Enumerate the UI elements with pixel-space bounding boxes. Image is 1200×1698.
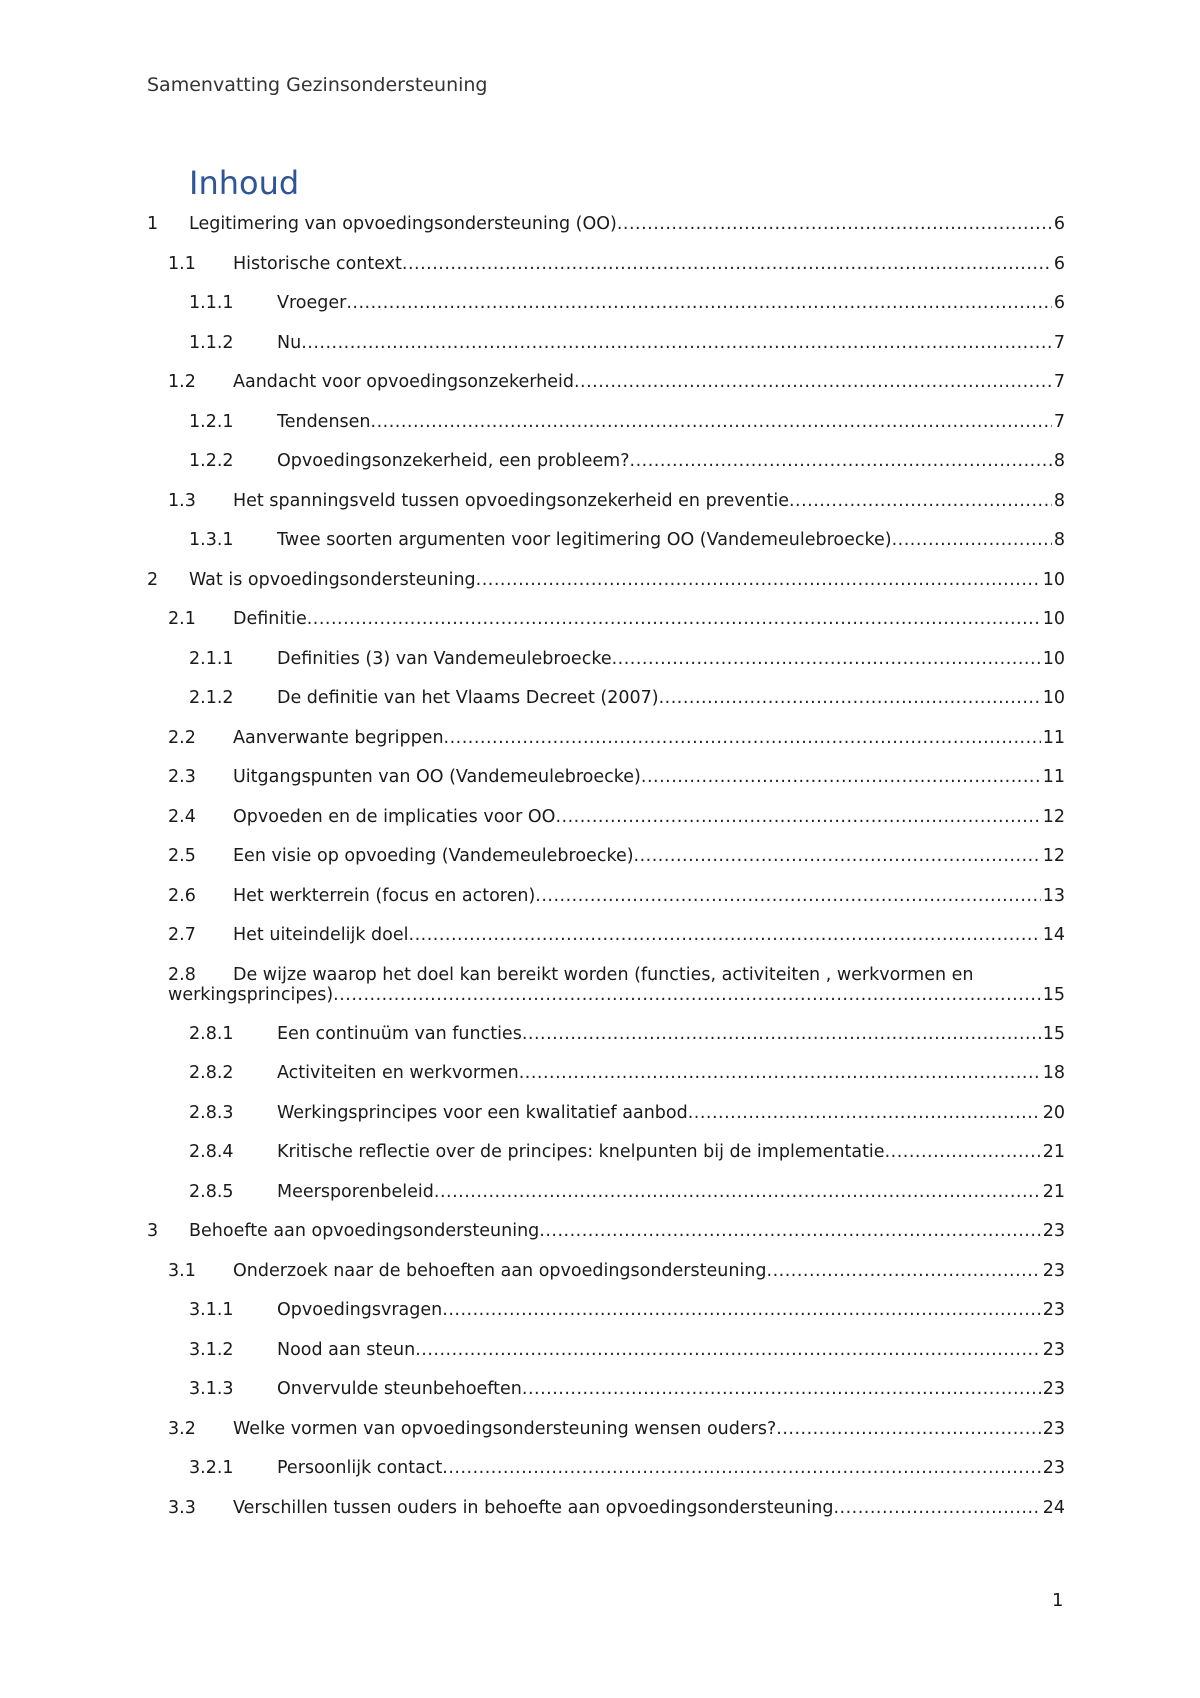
toc-entry-page: 8: [1053, 490, 1065, 511]
toc-entry-title: Meersporenbeleid: [277, 1181, 434, 1202]
toc-entry-title: Nood aan steun: [277, 1339, 416, 1360]
toc-entry-page: 12: [1042, 846, 1065, 866]
dot-leader: [612, 640, 1041, 680]
toc-entry-number: 1.1.2: [189, 332, 234, 353]
dot-leader: [688, 1094, 1041, 1134]
toc-entry[interactable]: [147, 1252, 1065, 1292]
toc-entry[interactable]: [147, 482, 1065, 522]
dot-leader: [885, 1133, 1041, 1173]
toc-entry-page: 8: [1053, 530, 1065, 550]
toc-entry-title: Onvervulde steunbehoeften: [277, 1379, 522, 1399]
toc-entry[interactable]: [147, 1015, 1065, 1055]
dot-leader: [659, 679, 1041, 719]
toc-entry-page: 20: [1042, 1102, 1065, 1123]
toc-entry-title: De wijze waarop het doel kan bereikt worden (functies, activiteiten , werkvormen en: [233, 964, 974, 985]
toc-entry[interactable]: [147, 1054, 1065, 1094]
toc-entry-number: 2.5: [168, 846, 196, 866]
toc-entry-number: 2.6: [168, 885, 196, 906]
toc-entry-title: Vroeger: [277, 293, 347, 313]
toc-entry-title: Nu: [277, 332, 302, 353]
toc-entry-title: Historische context: [233, 253, 402, 274]
toc-entry-number: 2.1.2: [189, 688, 234, 708]
toc-entry-page: 12: [1042, 806, 1065, 827]
toc-entry[interactable]: [147, 521, 1065, 561]
toc-entry-title-continued: werkingsprincipes): [168, 984, 334, 1005]
toc-entry-page: 10: [1042, 648, 1065, 669]
toc-entry-page: 21: [1042, 1142, 1065, 1162]
toc-entry[interactable]: [147, 324, 1065, 364]
toc-entry[interactable]: [147, 837, 1065, 877]
toc-entry-title: Onderzoek naar de behoeften aan opvoedingsondersteuning: [233, 1260, 767, 1281]
toc-title: Inhoud: [189, 164, 300, 202]
toc-entry[interactable]: [147, 877, 1065, 917]
toc-entry-page: 6: [1053, 293, 1065, 313]
toc-entry-number: 1.1: [168, 253, 196, 274]
dot-leader: [333, 976, 1041, 1016]
toc-entry[interactable]: [147, 363, 1065, 403]
toc-entry-number: 2.8.2: [189, 1063, 234, 1083]
dot-leader: [519, 1054, 1041, 1094]
toc-entry-page: 24: [1042, 1497, 1065, 1518]
dot-leader: [617, 205, 1052, 245]
toc-entry-page: 23: [1042, 1300, 1065, 1320]
toc-entry[interactable]: [147, 1370, 1065, 1410]
dot-leader: [555, 798, 1040, 838]
toc-entry-page: 13: [1042, 885, 1065, 906]
toc-entry-number: 1: [147, 214, 159, 234]
toc-entry-number: 3.3: [168, 1497, 196, 1518]
toc-entry-page: 23: [1042, 1221, 1065, 1241]
toc-entry[interactable]: [147, 758, 1065, 798]
dot-leader: [476, 561, 1041, 601]
toc-entry-title: Het werkterrein (focus en actoren): [233, 885, 536, 906]
toc-entry[interactable]: [147, 1291, 1065, 1331]
dot-leader: [442, 1449, 1040, 1489]
dot-leader: [415, 1331, 1041, 1371]
toc-entry-page: 23: [1042, 1458, 1065, 1478]
toc-entry-number: 1.3: [168, 490, 196, 511]
toc-entry-number: 1.2: [168, 372, 196, 392]
toc-entry[interactable]: [147, 679, 1065, 719]
toc-entry-number: 2.8.1: [189, 1023, 234, 1044]
toc-entry-page: 15: [1042, 984, 1065, 1005]
toc-entry-title: Het uiteindelijk doel: [233, 925, 409, 945]
toc-entry-number: 3: [147, 1221, 159, 1241]
toc-entry-title: Opvoedingsonzekerheid, een probleem?: [277, 451, 630, 471]
dot-leader: [402, 245, 1052, 285]
toc-entry-page: 7: [1053, 332, 1065, 353]
toc-entry-number: 2.3: [168, 767, 196, 787]
dot-leader: [634, 837, 1041, 877]
toc-entry-number: 1.3.1: [189, 530, 234, 550]
toc-entry[interactable]: [147, 640, 1065, 680]
toc-entry-title: Verschillen tussen ouders in behoefte aan opvoedingsondersteuning: [233, 1497, 834, 1518]
toc-entry-page: 6: [1053, 214, 1065, 234]
toc-entry-page: 10: [1042, 569, 1065, 590]
dot-leader: [539, 1212, 1040, 1252]
toc-entry[interactable]: [147, 1173, 1065, 1213]
toc-entry-title: Uitgangspunten van OO (Vandemeulebroecke): [233, 767, 641, 787]
dot-leader: [833, 1489, 1040, 1529]
toc-entry-number: 2.8: [168, 964, 196, 985]
dot-leader: [444, 719, 1041, 759]
toc-entry-number: 3.2: [168, 1418, 196, 1439]
toc-entry[interactable]: [147, 1331, 1065, 1371]
toc-entry-title: Een visie op opvoeding (Vandemeulebroecke): [233, 846, 634, 866]
toc-entry-number: 3.1.3: [189, 1379, 234, 1399]
toc-entry[interactable]: [147, 798, 1065, 838]
toc-entry-number: 2.8.3: [189, 1102, 234, 1123]
toc-entry-page: 23: [1042, 1260, 1065, 1281]
toc-entry[interactable]: [147, 1449, 1065, 1489]
dot-leader: [346, 284, 1052, 324]
toc-entry[interactable]: [147, 1094, 1065, 1134]
toc-entry-page: 10: [1042, 609, 1065, 629]
dot-leader: [574, 363, 1052, 403]
toc-entry-title: Behoefte aan opvoedingsondersteuning: [189, 1221, 540, 1241]
toc-entry-page: 6: [1053, 253, 1065, 274]
toc-entry-title: Opvoedingsvragen: [277, 1300, 443, 1320]
dot-leader: [522, 1015, 1041, 1055]
dot-leader: [776, 1410, 1040, 1450]
toc-entry-page: 7: [1053, 411, 1065, 432]
dot-leader: [535, 877, 1040, 917]
toc-entry-page: 10: [1042, 688, 1065, 708]
running-header: Samenvatting Gezinsondersteuning: [147, 74, 488, 96]
toc-entry[interactable]: [147, 1133, 1065, 1173]
toc-entry-number: 3.1: [168, 1260, 196, 1281]
toc-entry-title: Definitie: [233, 609, 307, 629]
toc-entry-title: Kritische reflectie over de principes: knelpunten bij de implementatie: [277, 1142, 885, 1162]
dot-leader: [307, 600, 1041, 640]
dot-leader: [641, 758, 1041, 798]
toc-entry-title: Wat is opvoedingsondersteuning: [189, 569, 476, 590]
toc-entry-number: 2: [147, 569, 159, 590]
toc-entry-number: 2.2: [168, 727, 196, 748]
toc-entry[interactable]: [147, 1410, 1065, 1450]
toc-entry[interactable]: [147, 442, 1065, 482]
toc-entry-number: 2.1.1: [189, 648, 234, 669]
toc-entry-title: De definitie van het Vlaams Decreet (2007): [277, 688, 659, 708]
page-number: 1: [1052, 1590, 1064, 1611]
toc-entry-title: Aanverwante begrippen: [233, 727, 444, 748]
dot-leader: [630, 442, 1052, 482]
toc-entry-number: 3.2.1: [189, 1458, 234, 1478]
toc-entry-page: 18: [1042, 1063, 1065, 1083]
toc-entry-title: Opvoeden en de implicaties voor OO: [233, 806, 556, 827]
toc-entry[interactable]: [147, 600, 1065, 640]
toc-entry[interactable]: [147, 245, 1065, 285]
toc-entry-title: Definities (3) van Vandemeulebroecke: [277, 648, 612, 669]
toc-entry[interactable]: [147, 719, 1065, 759]
toc-entry[interactable]: [147, 403, 1065, 443]
toc-entry-number: 2.4: [168, 806, 196, 827]
toc-entry-number: 3.1.1: [189, 1300, 234, 1320]
toc-entry[interactable]: [147, 1212, 1065, 1252]
toc-entry-page: 14: [1042, 925, 1065, 945]
toc-entry-page: 11: [1042, 767, 1065, 787]
toc-entry-title: Het spanningsveld tussen opvoedingsonzekerheid en preventie: [233, 490, 789, 511]
toc-entry-number: 2.8.4: [189, 1142, 234, 1162]
toc-entry-title: Activiteiten en werkvormen: [277, 1063, 519, 1083]
toc-entry-page: 23: [1042, 1339, 1065, 1360]
toc-entry-number: 2.7: [168, 925, 196, 945]
dot-leader: [371, 403, 1052, 443]
toc-entry[interactable]: [147, 956, 1065, 1015]
toc-entry-page: 7: [1053, 372, 1065, 392]
toc-entry-title: Welke vormen van opvoedingsondersteuning wensen ouders?: [233, 1418, 777, 1439]
toc-entry-number: 1.1.1: [189, 293, 234, 313]
dot-leader: [522, 1370, 1041, 1410]
toc-entry-number: 2.1: [168, 609, 196, 629]
toc-entry[interactable]: [147, 561, 1065, 601]
dot-leader: [434, 1173, 1041, 1213]
dot-leader: [767, 1252, 1041, 1292]
toc-entry-page: 8: [1053, 451, 1065, 471]
toc-entry[interactable]: [147, 1489, 1065, 1529]
toc-entry-page: 23: [1042, 1379, 1065, 1399]
toc-entry-number: 2.8.5: [189, 1181, 234, 1202]
toc-entry-title: Persoonlijk contact: [277, 1458, 443, 1478]
toc-entry[interactable]: [147, 284, 1065, 324]
toc-entry-page: 11: [1042, 727, 1065, 748]
table-of-contents: [147, 205, 1065, 1528]
toc-entry-title: Twee soorten argumenten voor legitimering OO (Vandemeulebroecke): [277, 530, 892, 550]
dot-leader: [789, 482, 1052, 522]
toc-entry-number: 3.1.2: [189, 1339, 234, 1360]
toc-entry-title: Een continuüm van functies: [277, 1023, 522, 1044]
toc-entry[interactable]: [147, 916, 1065, 956]
toc-entry[interactable]: [147, 205, 1065, 245]
dot-leader: [301, 324, 1052, 364]
toc-entry-page: 21: [1042, 1181, 1065, 1202]
toc-entry-number: 1.2.1: [189, 411, 234, 432]
toc-entry-number: 1.2.2: [189, 451, 234, 471]
toc-entry-page: 15: [1042, 1023, 1065, 1044]
dot-leader: [892, 521, 1052, 561]
dot-leader: [442, 1291, 1040, 1331]
toc-entry-title: Aandacht voor opvoedingsonzekerheid: [233, 372, 574, 392]
toc-entry-title: Werkingsprincipes voor een kwalitatief aanbod: [277, 1102, 688, 1123]
toc-entry-title: Tendensen: [277, 411, 371, 432]
toc-entry-title: Legitimering van opvoedingsondersteuning (OO): [189, 214, 617, 234]
toc-entry-page: 23: [1042, 1418, 1065, 1439]
dot-leader: [409, 916, 1041, 956]
